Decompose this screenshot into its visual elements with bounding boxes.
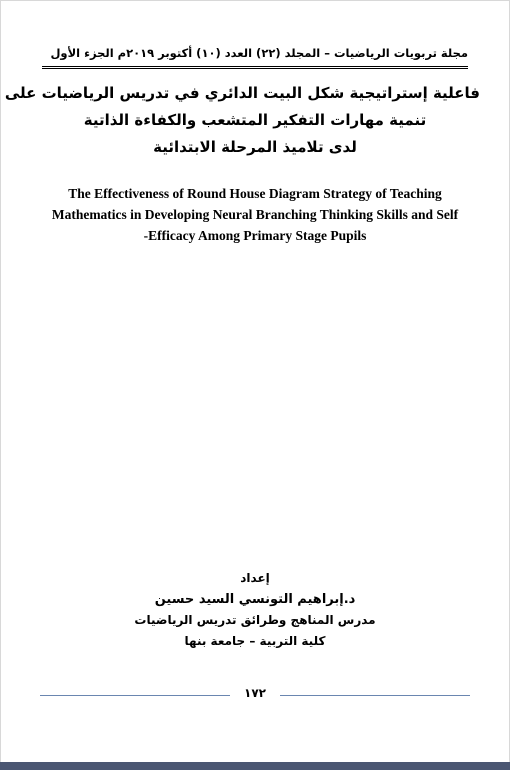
bottom-color-band [0,762,510,770]
author-position: مدرس المناهج وطرائق تدريس الرياضيات [134,613,376,627]
arabic-title-line-2: تنمية مهارات التفكير المتشعب والكفاءة الذاتية [83,111,427,129]
english-title-line-3: -Efficacy Among Primary Stage Pupils [143,228,367,243]
author-name: د.إبراهيم التونسي السيد حسين [154,592,356,607]
footer-rule-right [280,695,470,696]
author-affiliation: كلية التربية – جامعة بنها [184,634,326,648]
page-number: ١٧٢ [244,686,266,700]
english-title [30,183,480,246]
footer-rule-left [40,695,230,696]
arabic-title [4,80,480,161]
english-title-line-1: The Effectiveness of Round House Diagram Strategy of Teaching [68,186,442,201]
author-block [60,568,450,652]
journal-header: مجلة تربويات الرياضيات – المجلد (٢٢) العدد (١٠) أكتوبر ٢٠١٩م الجزء الأول [50,46,468,60]
arabic-title-line-1: فاعلية إستراتيجية شكل البيت الدائري في تدريس الرياضيات على [4,84,480,102]
english-title-line-2: Mathematics in Developing Neural Branching Thinking Skills and Self [51,207,459,222]
arabic-title-line-3: لدى تلاميذ المرحلة الابتدائية [153,138,357,156]
prepared-by-label: إعداد [240,571,270,585]
page-footer [40,686,470,706]
header-double-rule [42,66,468,69]
